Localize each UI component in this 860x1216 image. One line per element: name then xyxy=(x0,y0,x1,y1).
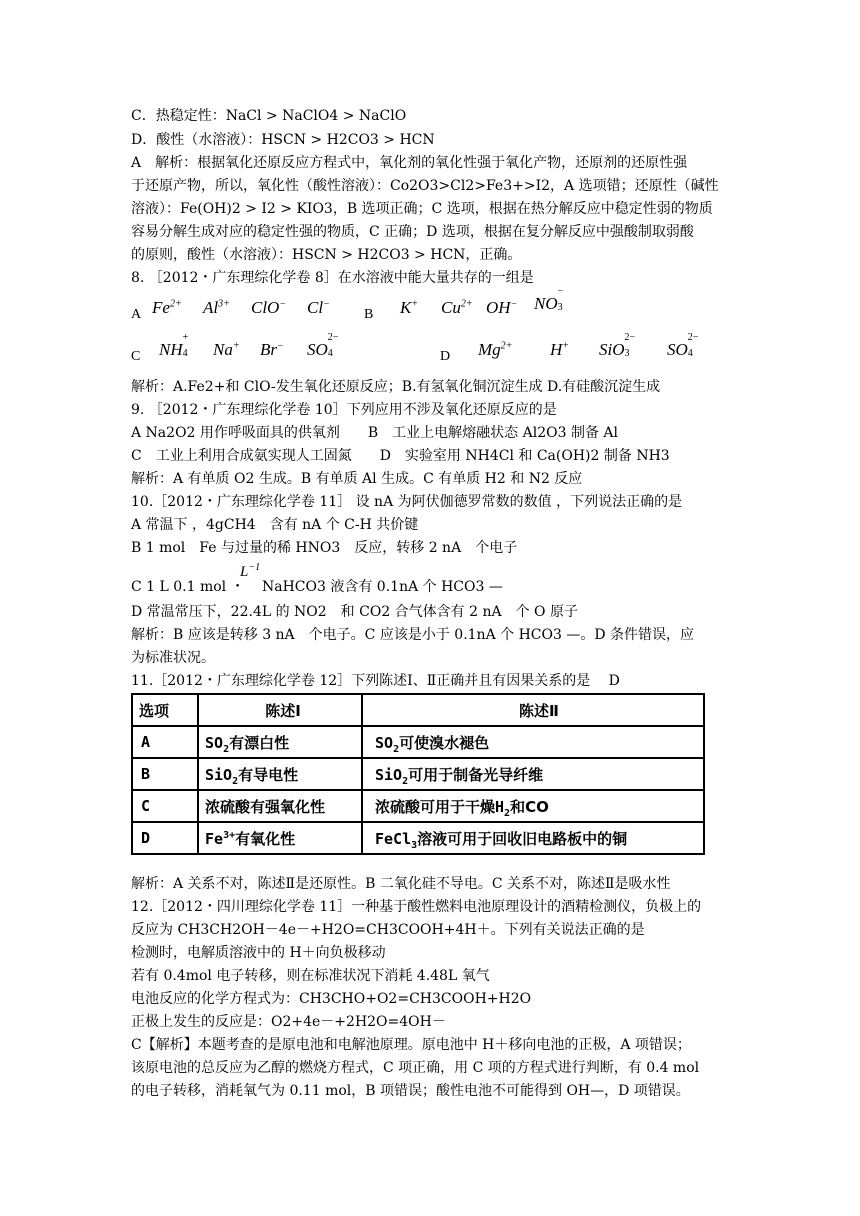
option-label-a: A xyxy=(131,307,142,322)
text-line: C 工业上利用合成氨实现人工固氮 D 实验室用 NH4Cl 和 Ca(OH)2 制备 NH3 xyxy=(131,448,670,464)
text-line: 的电子转移，消耗氧气为 0.11 mol，B 项错误；酸性电池不可能得到 OH—，D 项错误。 xyxy=(131,1083,690,1099)
text-line: D 常温常压下，22.4L 的 NO2 和 CO2 合气体含有 2 nA 个 O 原子 xyxy=(131,604,578,620)
statement-2-cell: FeCl$_3$溶液可用于回收旧电路板中的铜 xyxy=(362,822,704,854)
text-line: 解析：B 应该是转移 3 nA 个电子。C 应该是小于 0.1nA 个 HCO3 —。D 条件错误，应 xyxy=(131,627,695,643)
option-label-c: C xyxy=(131,349,141,364)
statement-1-cell: 浓硫酸有强氧化性 xyxy=(198,790,362,822)
text-line: NaHCO3 液含有 0.1nA 个 HCO3 — xyxy=(262,579,503,595)
table-row xyxy=(132,758,704,790)
text-line: 解析：A.Fe2+和 ClO-发生氧化还原反应；B.有氢氧化铜沉淀生成 D.有硅酸沉淀生成 xyxy=(131,379,661,395)
text-line: A Na2O2 用作呼吸面具的供氧剂 B 工业上电解熔融状态 Al2O3 制备 Al xyxy=(131,425,619,441)
question-9: 9. ［2012・广东理综化学卷 10］下列应用不涉及氧化还原反应的是 xyxy=(131,402,557,418)
ion-na: Na+ xyxy=(213,340,240,359)
ion-cu2: $Cu^{2+}$ xyxy=(441,298,473,317)
option-label-d: D xyxy=(440,349,451,364)
option-cell: D xyxy=(132,822,198,854)
text-line: C 1 L 0.1 mol ・ xyxy=(131,579,245,595)
question-8: 8. ［2012・广东理综化学卷 8］在水溶液中能大量共存的一组是 xyxy=(131,270,534,286)
text-line: 该原电池的总反应为乙醇的燃烧方程式，C 项正确，用 C 项的方程式进行判断，有 0.4 mol xyxy=(131,1060,700,1076)
text-line: 若有 0.4mol 电子转移，则在标准状况下消耗 4.48L 氧气 xyxy=(131,968,490,984)
text-line: 正极上发生的反应是：O2+4e－+2H2O=4OH－ xyxy=(131,1014,446,1030)
ion-br: Br− xyxy=(260,340,284,359)
unit-l-inverse: $L^{-1}$ xyxy=(240,562,261,580)
text-line: A 解析：根据氧化还原反应方程式中，氧化剂的氧化性强于氧化产物，还原剂的还原性强 xyxy=(131,155,688,171)
ion-k: K+ xyxy=(400,298,419,317)
statement-2-cell: 浓硫酸可用于干燥$H_2$和CO xyxy=(362,790,704,822)
statement-2-cell: $SO_2$可使溴水褪色 xyxy=(362,726,704,758)
ion-so4: SO 2− 4 xyxy=(667,332,699,359)
text-line: D．酸性（水溶液）：HSCN > H2CO3 > HCN xyxy=(131,132,435,148)
statement-1-cell: SiO$_2$有导电性 xyxy=(198,758,362,790)
option-label-b: B xyxy=(364,307,374,322)
text-line: 反应为 CH3CH2OH－4e－+H2O=CH3COOH+4H＋。下列有关说法正确的是 xyxy=(131,922,645,938)
ion-oh: OH− xyxy=(486,298,518,317)
text-line: 检测时，电解质溶液中的 H＋向负极移动 xyxy=(131,945,386,961)
statement-table xyxy=(131,693,705,855)
table-header-cell: 陈述Ⅱ xyxy=(362,694,704,726)
question-10: 10.［2012・广东理综化学卷 11］ 设 nA 为阿伏伽德罗常数的数值 ，下列说法正确的是 xyxy=(131,494,683,510)
text-line: C【解析】本题考查的是原电池和电解池原理。原电池中 H＋移向电池的正极，A 项错误； xyxy=(131,1037,691,1053)
statement-2-cell: SiO$_2$可用于制备光导纤维 xyxy=(362,758,704,790)
table-row xyxy=(132,726,704,758)
ion-al3: $Al^{3+}$ xyxy=(203,298,230,317)
ion-clo: ClO− xyxy=(251,298,287,317)
statement-1-cell: $Fe^{3+}$有氧化性 xyxy=(198,822,362,854)
text-line: 为标准状况。 xyxy=(131,650,215,666)
table-header-row xyxy=(132,694,704,726)
text-line: 解析：A 关系不对，陈述Ⅱ是还原性。B 二氧化硅不导电。C 关系不对，陈述Ⅱ是吸水性 xyxy=(131,876,671,892)
statement-1-cell: $SO_2$有漂白性 xyxy=(198,726,362,758)
table-row xyxy=(132,822,704,854)
table-header-cell: 选项 xyxy=(132,694,198,726)
text-line: 解析：A 有单质 O2 生成。B 有单质 Al 生成。C 有单质 H2 和 N2 反应 xyxy=(131,471,583,487)
ion-no3: NO − 3 xyxy=(534,286,564,313)
table-row xyxy=(132,790,704,822)
ion-so4: SO 2− 4 xyxy=(307,332,339,359)
ion-sio3: SiO 2− 3 xyxy=(599,332,636,359)
text-line: C．热稳定性：NaCl > NaClO4 > NaClO xyxy=(131,108,407,124)
question-12: 12.［2012・四川理综化学卷 11］一种基于酸性燃料电池原理设计的酒精检测仪，负极上的 xyxy=(131,899,702,915)
ion-h: H+ xyxy=(550,340,570,359)
ion-fe2: $Fe^{2+}$ xyxy=(152,298,182,317)
ion-nh4: NH + 4 xyxy=(159,332,189,359)
question-11: 11.［2012・广东理综化学卷 12］下列陈述Ⅰ、Ⅱ正确并且有因果关系的是 D xyxy=(131,673,620,689)
option-cell: B xyxy=(132,758,198,790)
text-line: A 常温下 ，4gCH4 含有 nA 个 C-H 共价键 xyxy=(131,517,419,533)
ion-mg2: $Mg^{2+}$ xyxy=(478,340,513,359)
option-cell: C xyxy=(132,790,198,822)
text-line: 于还原产物，所以，氧化性（酸性溶液）：Co2O3>Cl2>Fe3+>I2，A 选项错；还原性（碱性 xyxy=(131,178,719,194)
ion-cl: Cl− xyxy=(307,298,330,317)
text-line: 电池反应的化学方程式为：CH3CHO+O2=CH3COOH+H2O xyxy=(131,991,532,1007)
text-line: 溶液）：Fe(OH)2 > I2 > KIO3，B 选项正确；C 选项，根据在热分解反应中稳定性弱的物质 xyxy=(131,201,713,217)
option-cell: A xyxy=(132,726,198,758)
text-line: 的原则，酸性（水溶液）：HSCN > H2CO3 > HCN，正确。 xyxy=(131,247,522,263)
table-header-cell: 陈述Ⅰ xyxy=(198,694,362,726)
text-line: B 1 mol Fe 与过量的稀 HNO3 反应，转移 2 nA 个电子 xyxy=(131,540,518,556)
text-line: 容易分解生成对应的稳定性强的物质，C 正确；D 选项，根据在复分解反应中强酸制取弱酸 xyxy=(131,224,694,240)
